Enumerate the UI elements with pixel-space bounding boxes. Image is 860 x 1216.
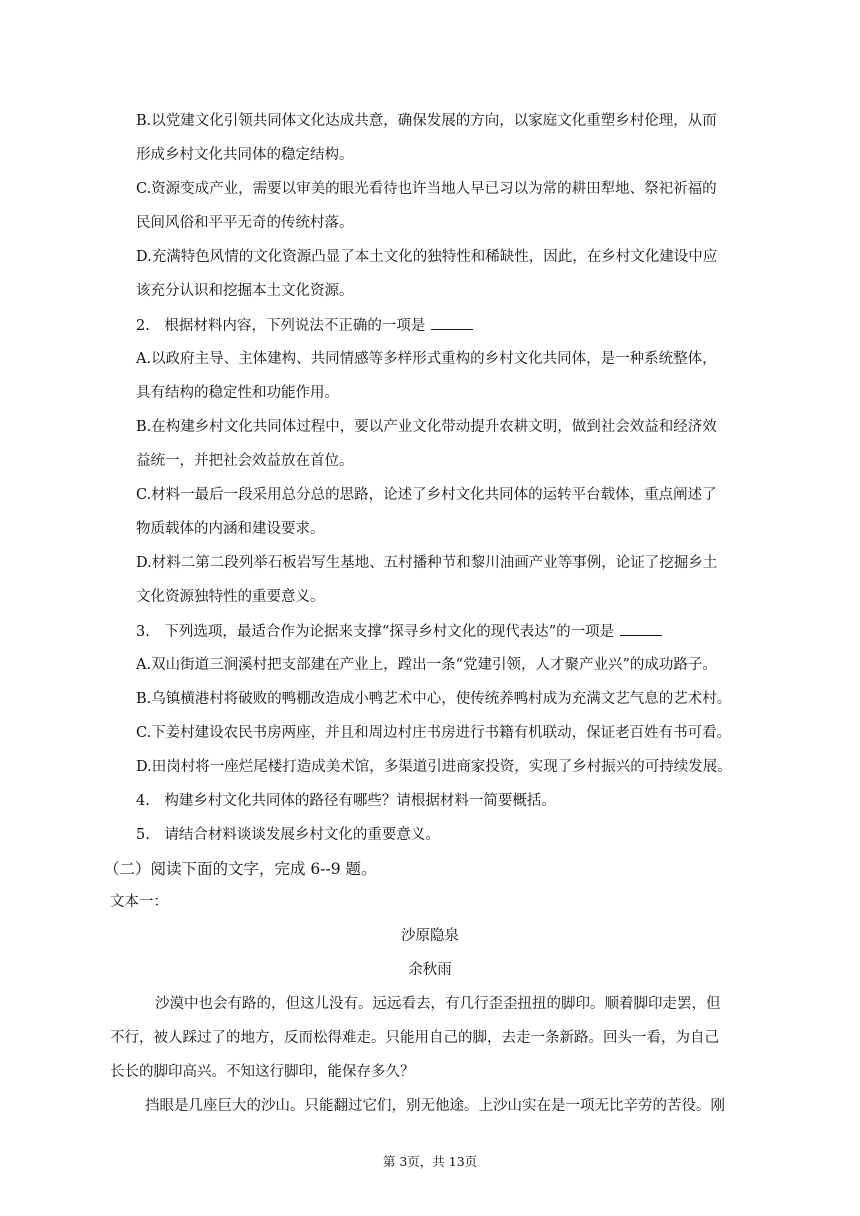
- article-title: 沙原隐泉: [401, 928, 459, 944]
- paragraph-1-line2: 不行，被人踩过了的地方，反而松得难走。只能用自己的脚，去走一条新路。回头一看，为自己: [110, 1030, 719, 1046]
- paragraph-1-line3: 长长的脚印高兴。不知这行脚印，能保存多久？: [110, 1064, 415, 1080]
- option-d-q1-line2: 该充分认识和挖掘本土文化资源。: [136, 283, 354, 299]
- option-a-q2-line1: A.以政府主导、主体建构、共同情感等多样形式重构的乡村文化共同体，是一种系统整体，: [136, 351, 717, 367]
- question-3: [136, 621, 662, 642]
- option-c-q1-line1: C.资源变成产业，需要以审美的眼光看待也许当地人早已习以为常的耕田犁地、祭祀祈福的: [136, 181, 717, 197]
- option-b-q1-line2: 形成乡村文化共同体的稳定结构。: [136, 147, 354, 163]
- option-d-q2-line2: 文化资源独特性的重要意义。: [136, 589, 325, 605]
- question-2: [136, 315, 473, 336]
- question-5: 5. 请结合材料谈谈发展乡村文化的重要意义。: [136, 827, 440, 843]
- option-c-q1-line2: 民间风俗和平平无奇的传统村落。: [136, 215, 354, 231]
- option-c-q3: C.下姜村建设农民书房两座，并且和周边村庄书房进行书籍有机联动，保证老百姓有书可看。: [136, 725, 732, 741]
- option-a-q2-line2: 具有结构的稳定性和功能作用。: [136, 385, 339, 401]
- option-b-q3: B.乌镇横港村将破败的鸭棚改造成小鸭艺术中心，使传统养鸭村成为充满文艺气息的艺术村。: [136, 691, 732, 707]
- answer-blank: [620, 621, 662, 636]
- paragraph-1-line1: 沙漠中也会有路的，但这儿没有。远远看去，有几行歪歪扭扭的脚印。顺着脚印走罢，但: [155, 996, 721, 1012]
- question-2-text: 2. 根据材料内容，下列说法不正确的一项是: [136, 318, 426, 334]
- option-b-q1-line1: B.以党建文化引领共同体文化达成共意，确保发展的方向，以家庭文化重塑乡村伦理，从而: [136, 113, 717, 129]
- paragraph-2-line1: 挡眼是几座巨大的沙山。只能翻过它们，别无他途。上沙山实在是一项无比辛劳的苦役。刚: [145, 1098, 725, 1114]
- article-author: 余秋雨: [408, 962, 452, 978]
- option-b-q2-line1: B.在构建乡村文化共同体过程中，要以产业文化带动提升农耕文明，做到社会效益和经济效: [136, 419, 717, 435]
- option-b-q2-line2: 益统一，并把社会效益放在首位。: [136, 453, 354, 469]
- text-label: 文本一：: [110, 894, 168, 910]
- section-heading: （二）阅读下面的文字，完成 6--9 题。: [104, 860, 377, 878]
- option-a-q3: A.双山街道三涧溪村把支部建在产业上，蹚出一条“党建引领，人才聚产业兴”的成功路子。: [136, 657, 717, 673]
- option-d-q3: D.田岗村将一座烂尾楼打造成美术馆，多渠道引进商家投资，实现了乡村振兴的可持续发展。: [136, 759, 732, 775]
- page-footer: 第 3页，共 13页: [382, 1154, 478, 1169]
- option-c-q2-line2: 物质载体的内涵和建设要求。: [136, 521, 325, 537]
- answer-blank: [431, 315, 473, 330]
- question-4: 4. 构建乡村文化共同体的路径有哪些？请根据材料一简要概括。: [136, 793, 556, 809]
- option-d-q2-line1: D.材料二第二段列举石板岩写生基地、五村播种节和黎川油画产业等事例，论证了挖掘乡土: [136, 555, 718, 571]
- option-c-q2-line1: C.材料一最后一段采用总分总的思路，论述了乡村文化共同体的运转平台载体，重点阐述了: [136, 487, 717, 503]
- option-d-q1-line1: D.充满特色风情的文化资源凸显了本土文化的独特性和稀缺性，因此，在乡村文化建设中应: [136, 249, 718, 265]
- question-3-text: 3. 下列选项，最适合作为论据来支撑“探寻乡村文化的现代表达”的一项是: [136, 624, 615, 640]
